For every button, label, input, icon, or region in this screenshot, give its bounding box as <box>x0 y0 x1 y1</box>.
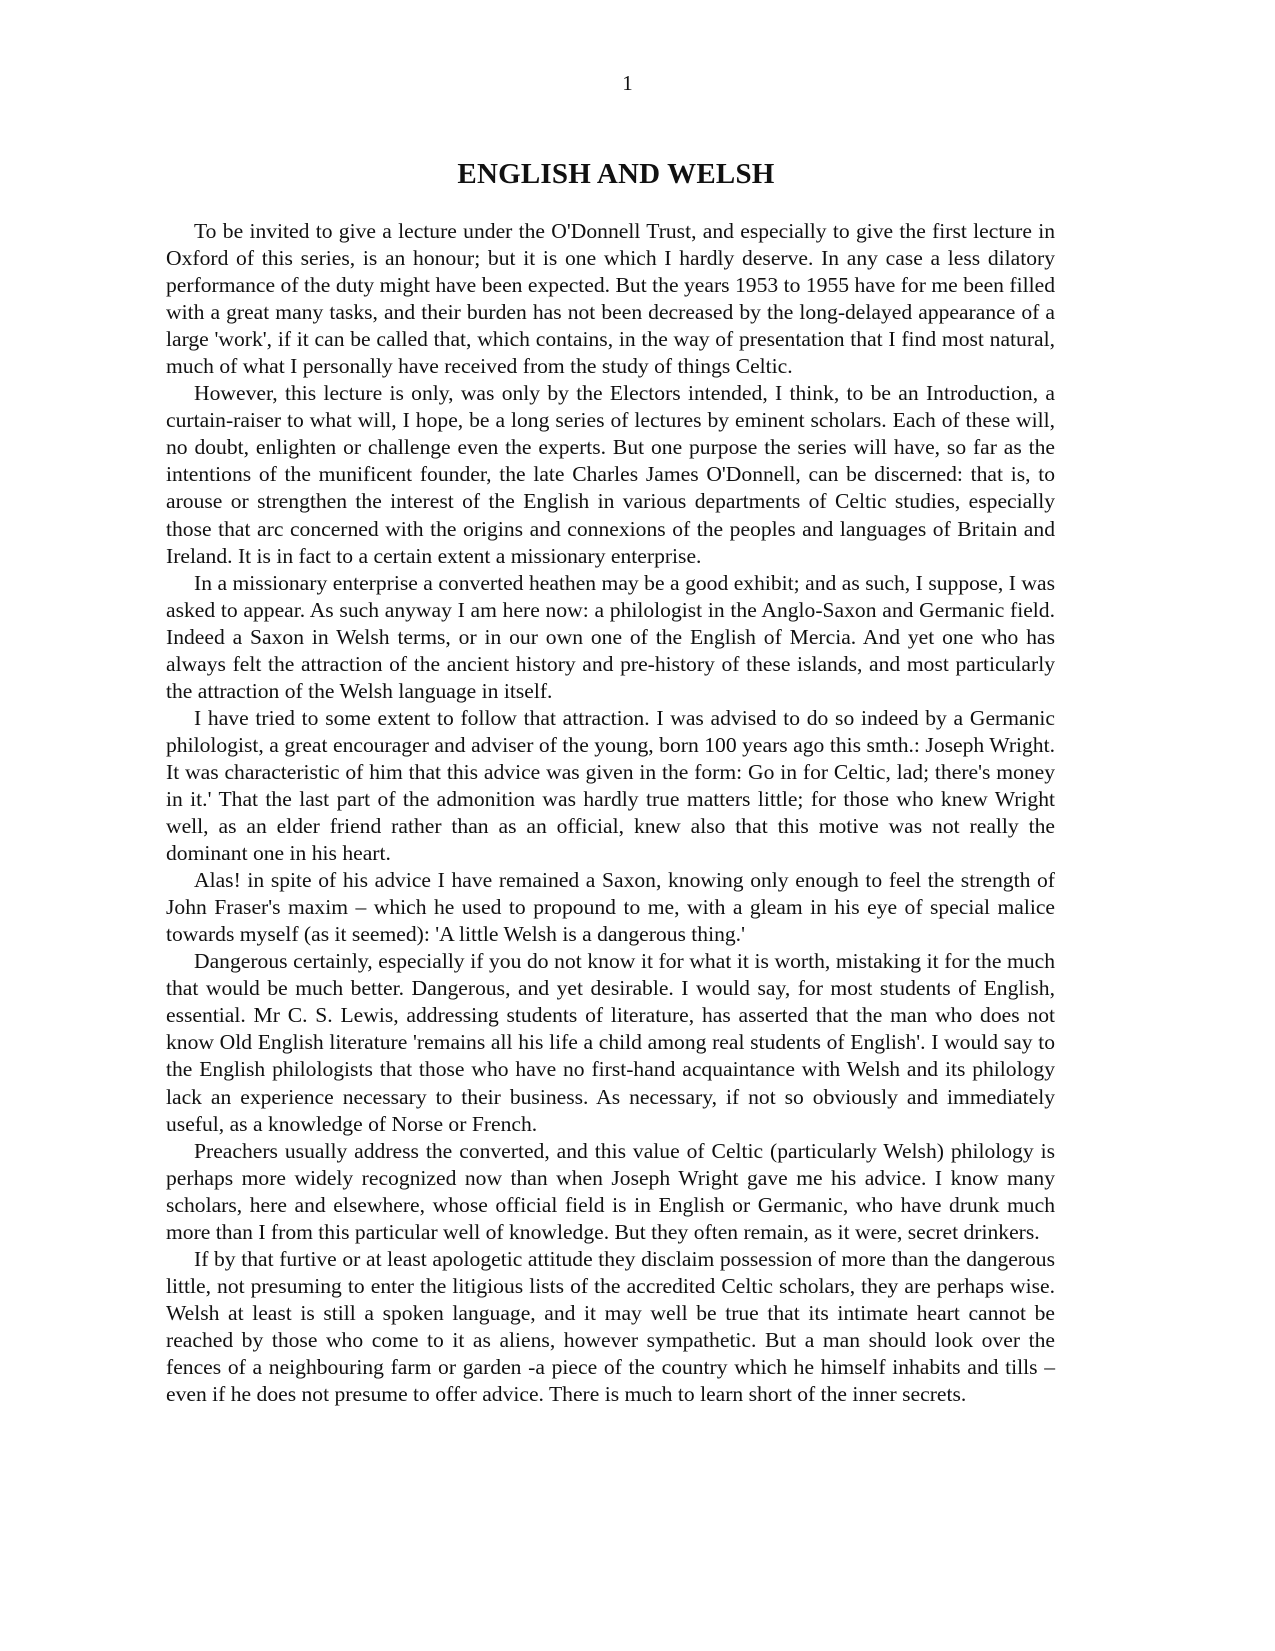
paragraph: In a missionary enterprise a converted heathen may be a good exhibit; and as such, I suppose, I was asked to appear. As such anyway I am here now: a philologist in the Anglo-Saxon and Germanic field. Indeed a Saxon in Welsh terms, or in our own one of the English of Mercia. And yet one who has always felt the attraction of the ancient history and pre-history of these islands, and most particularly the attraction of the Welsh language in itself. <box>166 570 1055 703</box>
paragraph: If by that furtive or at least apologetic attitude they disclaim possession of more than the dangerous little, not presuming to enter the litigious lists of the accredited Celtic scholars, they are perhaps wise. Welsh at least is still a spoken language, and it may well be true that its intimate heart cannot be reached by those who come to it as aliens, however sympathetic. But a man should look over the fences of a neighbouring farm or garden -a piece of the country which he himself inhabits and tills – even if he does not presume to offer advice. There is much to learn short of the inner secrets. <box>166 1246 1055 1407</box>
document-body <box>166 218 1055 1408</box>
page-number: 1 <box>622 71 633 95</box>
paragraph: Preachers usually address the converted, and this value of Celtic (particularly Welsh) philology is perhaps more widely recognized now than when Joseph Wright gave me his advice. I know many scholars, here and elsewhere, whose official field is in English or Germanic, who have drunk much more than I from this particular well of knowledge. But they often remain, as it were, secret drinkers. <box>166 1138 1055 1244</box>
paragraph: I have tried to some extent to follow that attraction. I was advised to do so indeed by a Germanic philologist, a great encourager and adviser of the young, born 100 years ago this smth.: Joseph Wright. It was characteristic of him that this advice was given in the form: Go in for Celtic, lad; there's money in it.' That the last part of the admonition was hardly true matters little; for those who knew Wright well, as an elder friend rather than as an official, knew also that this motive was not really the dominant one in his heart. <box>166 705 1055 866</box>
paragraph: Dangerous certainly, especially if you do not know it for what it is worth, mistaking it for the much that would be much better. Dangerous, and yet desirable. I would say, for most students of English, essential. Mr C. S. Lewis, addressing students of literature, has asserted that the man who does not know Old English literature 'remains all his life a child among real students of English'. I would say to the English philologists that those who have no first-hand acquaintance with Welsh and its philology lack an experience necessary to their business. As necessary, if not so obviously and immediately useful, as a knowledge of Norse or French. <box>166 949 1055 1136</box>
paragraph: However, this lecture is only, was only by the Electors intended, I think, to be an Introduction, a curtain-raiser to what will, I hope, be a long series of lectures by eminent scholars. Each of these will, no doubt, enlighten or challenge even the experts. But one purpose the series will have, so far as the intentions of the munificent founder, the late Charles James O'Donnell, can be discerned: that is, to arouse or strengthen the interest of the English in various departments of Celtic studies, especially those that arc concerned with the origins and connexions of the peoples and languages of Britain and Ireland. It is in fact to a certain extent a missionary enterprise. <box>166 381 1055 568</box>
paragraph: To be invited to give a lecture under the O'Donnell Trust, and especially to give the first lecture in Oxford of this series, is an honour; but it is one which I hardly deserve. In any case a less dilatory performance of the duty might have been expected. But the years 1953 to 1955 have for me been filled with a great many tasks, and their burden has not been decreased by the long-delayed appearance of a large 'work', if it can be called that, which contains, in the way of presentation that I find most natural, much of what I personally have received from the study of things Celtic. <box>166 219 1055 379</box>
document-title: ENGLISH AND WELSH <box>457 158 775 190</box>
paragraph: Alas! in spite of his advice I have remained a Saxon, knowing only enough to feel the strength of John Fraser's maxim – which he used to propound to me, with a gleam in his eye of special malice towards myself (as it seemed): 'A little Welsh is a dangerous thing.' <box>166 868 1055 947</box>
